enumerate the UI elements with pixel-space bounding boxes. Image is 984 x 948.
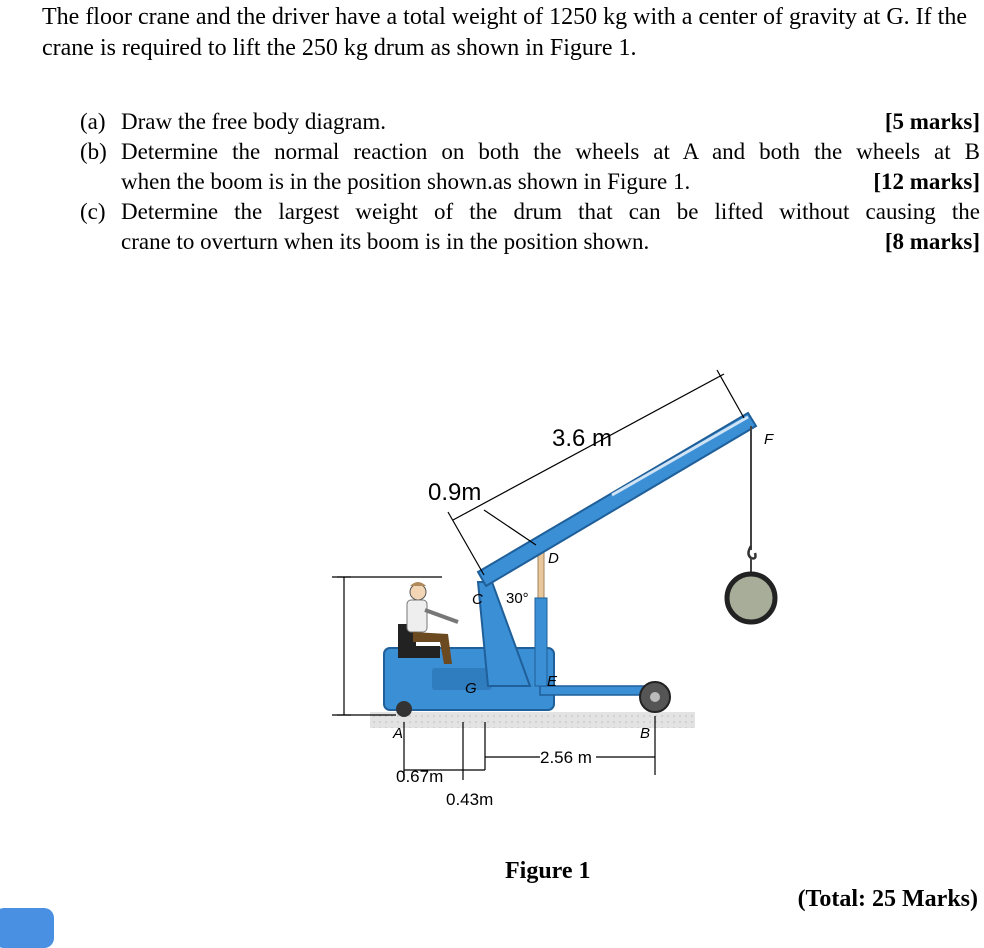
problem-intro: The floor crane and the driver have a total weight of 1250 kg with a center of gravity at G. If the crane is required to lift the 250 kg drum as shown in Figure 1. [42, 4, 967, 61]
wheel-a [396, 701, 412, 717]
label-e: E [547, 673, 558, 690]
angle-label: 30° [506, 590, 529, 607]
dim-2-56-label: 2.56 m [540, 748, 592, 767]
hydraulic-cylinder [535, 598, 547, 686]
crane-body-panel [432, 668, 492, 690]
seat-base [398, 646, 440, 658]
arm-length-label: 0.9m [428, 479, 482, 506]
question-b-marks: [12 marks] [873, 169, 980, 194]
boom [478, 413, 756, 586]
label-a: A [393, 725, 404, 742]
question-b-label: (b) [80, 139, 107, 164]
corner-button[interactable] [0, 908, 54, 948]
label-f: F [764, 431, 774, 448]
boom-dimension [448, 370, 744, 575]
label-d: D [548, 550, 559, 567]
question-c-text-line2: crane to overturn when its boom is in the position shown. [121, 229, 650, 254]
question-c-text-line1: Determine the largest weight of the drum that can be lifted without causing the [121, 199, 980, 224]
question-c-label: (c) [80, 199, 106, 224]
question-a-label: (a) [80, 109, 106, 134]
boom-highlight [612, 417, 748, 495]
question-b-text-line2: when the boom is in the position shown.as shown in Figure 1. [121, 169, 691, 194]
dim-0-67-label: 0.67m [396, 767, 444, 786]
dim-0-43-label: 0.43m [446, 790, 494, 809]
question-a-marks: [5 marks] [884, 109, 980, 134]
boom-length-label: 3.6 m [552, 425, 613, 452]
total-marks: (Total: 25 Marks) [797, 886, 978, 912]
label-c: C [472, 591, 483, 608]
label-g: G [465, 680, 477, 697]
wheel-b [640, 682, 670, 712]
question-a-text: Draw the free body diagram. [121, 109, 387, 134]
drum [727, 574, 775, 622]
question-c-marks: [8 marks] [884, 229, 980, 254]
question-b-text-line1: Determine the normal reaction on both the wheels at A and both the wheels at B [121, 139, 980, 164]
label-b: B [640, 725, 651, 742]
figure-caption: Figure 1 [505, 858, 591, 884]
